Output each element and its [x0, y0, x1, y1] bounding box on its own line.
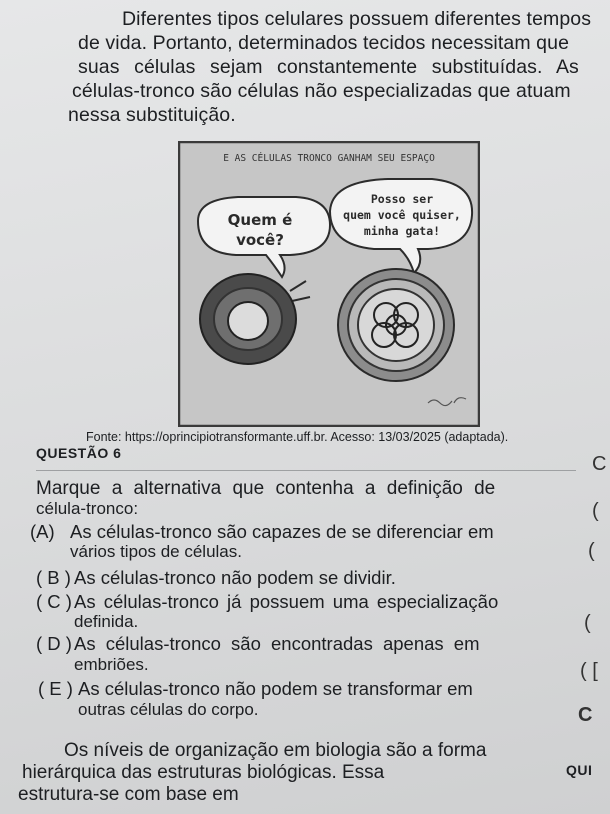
- option-d-text-2: embriões.: [74, 655, 149, 674]
- right-bubble-line-2: quem você quiser,: [343, 208, 461, 222]
- right-fragment-6: C: [578, 704, 593, 726]
- option-e-letter[interactable]: ( E ): [38, 678, 73, 699]
- intro-line-1: Diferentes tipos celulares possuem diferentes tempos: [122, 8, 592, 30]
- next-para-line-2: hierárquica das estruturas biológicas. Essa: [22, 762, 385, 783]
- right-bubble-line-3: minha gata!: [363, 224, 441, 238]
- option-c-letter[interactable]: ( C ): [36, 591, 72, 612]
- regular-cell-nucleus: [228, 302, 268, 340]
- source-caption: Fonte: https://oprincipiotransformante.uff.br. Acesso: 13/03/2025 (adaptada).: [86, 430, 509, 444]
- next-question-label: QUI: [566, 762, 593, 778]
- option-d-letter[interactable]: ( D ): [36, 633, 72, 654]
- right-fragment-4: (: [584, 612, 591, 634]
- option-c-text-2: definida.: [74, 612, 139, 631]
- intro-line-2: de vida. Portanto, determinados tecidos necessitam que: [78, 32, 570, 54]
- intro-line-4: células-tronco são células não especializadas que atuam: [72, 80, 571, 102]
- option-e-text-2: outras células do corpo.: [78, 700, 259, 719]
- option-c-text-1: As células-tronco já possuem uma especialização: [74, 591, 499, 612]
- intro-line-3: suas células sejam constantemente substituídas. As: [78, 56, 579, 78]
- option-b-text-1: As células-tronco não podem se dividir.: [74, 567, 396, 588]
- left-bubble-line-2: você?: [236, 231, 284, 249]
- intro-line-5: nessa substituição.: [68, 104, 236, 126]
- right-fragment-1: C: [592, 453, 607, 475]
- divider: [36, 470, 576, 471]
- comic-title: E AS CÉLULAS TRONCO GANHAM SEU ESPAÇO: [223, 153, 435, 164]
- question-stem-line-2: célula-tronco:: [36, 499, 139, 518]
- left-bubble-line-1: Quem é: [227, 211, 293, 229]
- option-a-text-1: As células-tronco são capazes de se diferenciar em: [70, 521, 494, 542]
- option-a-letter[interactable]: (A): [30, 521, 55, 542]
- option-b-letter[interactable]: ( B ): [36, 567, 71, 588]
- next-para-line-1: Os níveis de organização em biologia são a forma: [64, 740, 487, 761]
- option-a-text-2: vários tipos de células.: [70, 542, 242, 561]
- option-d-text-1: As células-tronco são encontradas apenas em: [74, 633, 480, 654]
- next-para-line-3: estrutura-se com base em: [18, 784, 239, 805]
- option-e-text-1: As células-tronco não podem se transformar em: [78, 678, 473, 699]
- stem-cell-comic: [178, 141, 480, 427]
- right-fragment-5: ( [: [580, 660, 598, 682]
- question-title: QUESTÃO 6: [36, 445, 122, 461]
- question-stem-line-1: Marque a alternativa que contenha a definição de: [36, 478, 496, 499]
- stem-cell-inner: [358, 289, 434, 361]
- right-fragment-2: (: [592, 500, 599, 522]
- right-fragment-3: (: [588, 540, 595, 562]
- right-bubble-line-1: Posso ser: [370, 192, 434, 206]
